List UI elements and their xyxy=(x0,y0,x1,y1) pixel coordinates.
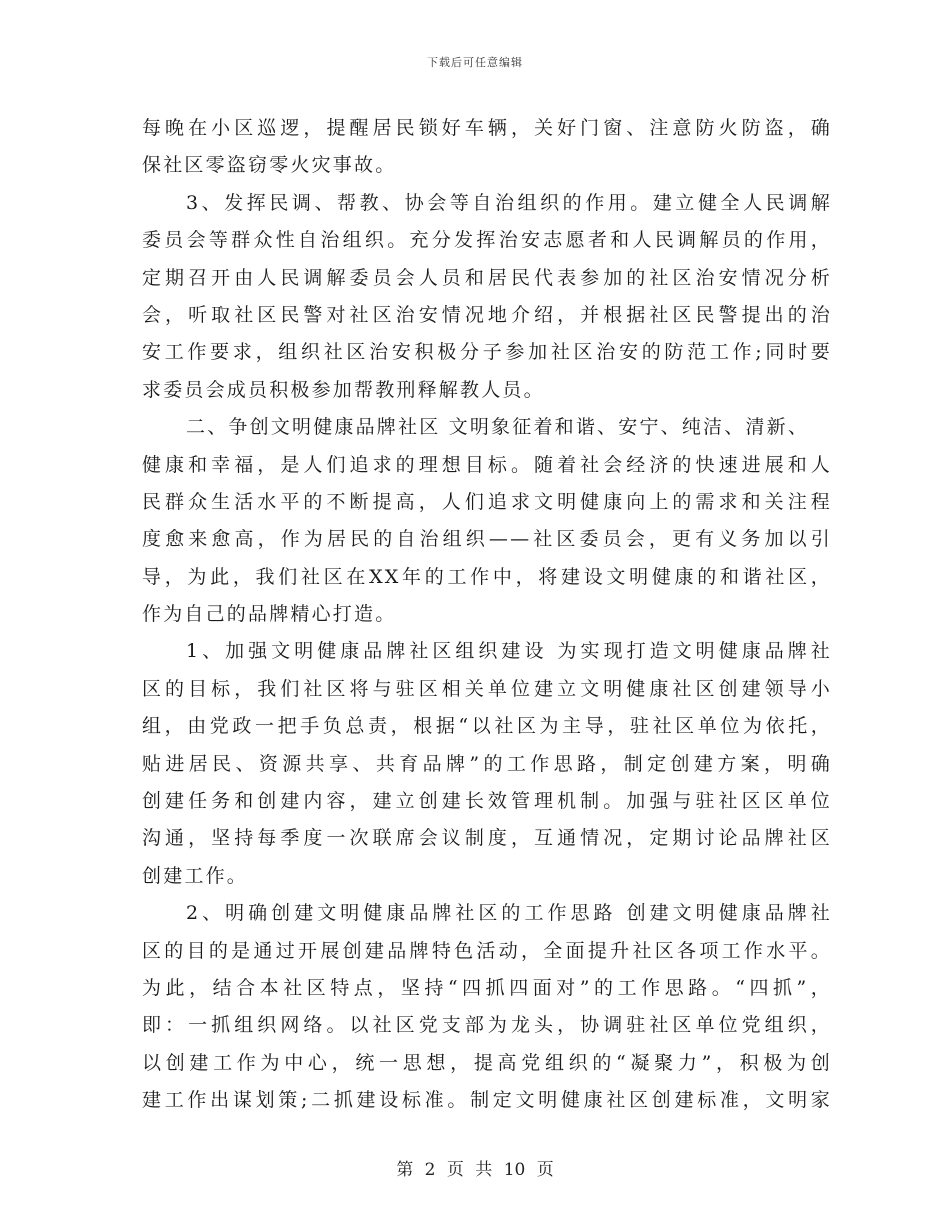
text-line: 导，为此，我们社区在XX年的工作中，将建设文明健康的和谐社区， xyxy=(142,565,832,588)
text-line: 二、争创文明健康品牌社区 文明象征着和谐、安宁、纯洁、清新、 xyxy=(186,416,810,439)
text-line: 健康和幸福，是人们追求的理想目标。随着社会经济的快速进展和人 xyxy=(142,453,832,476)
text-line: 为此，结合本社区特点，坚持“四抓四面对”的工作思路。“四抓”， xyxy=(142,976,832,999)
text-line: 2、明确创建文明健康品牌社区的工作思路 创建文明健康品牌社 xyxy=(186,902,832,925)
text-line: 沟通，坚持每季度一次联席会议制度，互通情况，定期讨论品牌社区 xyxy=(142,827,832,850)
text-line: 每晚在小区巡逻，提醒居民锁好车辆，关好门窗、注意防火防盗，确 xyxy=(142,117,832,139)
text-line: 3、发挥民调、帮教、协会等自治组织的作用。建立健全人民调解 xyxy=(186,191,832,214)
text-line: 民群众生活水平的不断提高，人们追求文明健康向上的需求和关注程 xyxy=(142,490,832,513)
text-line: 区的目的是通过开展创建品牌特色活动，全面提升社区各项工作水平。 xyxy=(142,939,832,962)
page-footer: 第 2 页 共 10 页 xyxy=(396,1160,554,1180)
text-line: 创建任务和创建内容，建立创建长效管理机制。加强与驻社区区单位 xyxy=(142,790,832,813)
text-line: 组，由党政一把手负总责，根据“以社区为主导，驻社区单位为依托， xyxy=(142,715,832,738)
text-line: 1、加强文明健康品牌社区组织建设 为实现打造文明健康品牌社 xyxy=(186,640,832,663)
text-line: 以创建工作为中心，统一思想，提高党组织的“凝聚力”，积极为创 xyxy=(142,1051,832,1074)
document-body xyxy=(142,110,832,1120)
text-line: 区的目标，我们社区将与驻区相关单位建立文明健康社区创建领导小 xyxy=(142,677,832,700)
text-line: 建工作出谋划策;二抓建设标准。制定文明健康社区创建标准，文明家 xyxy=(142,1089,832,1112)
text-line: 即：一抓组织网络。以社区党支部为龙头，协调驻社区单位党组织， xyxy=(142,1014,832,1037)
page-header: 下载后可任意编辑 xyxy=(427,56,523,69)
text-line: 委员会等群众性自治组织。充分发挥治安志愿者和人民调解员的作用， xyxy=(142,229,832,252)
text-line: 安工作要求，组织社区治安积极分子参加社区治安的防范工作;同时要 xyxy=(142,341,832,364)
text-line: 贴进居民、资源共享、共育品牌”的工作思路，制定创建方案，明确 xyxy=(142,752,832,775)
text-line: 保社区零盗窃零火灾事故。 xyxy=(142,154,397,177)
text-line: 创建工作。 xyxy=(142,864,249,887)
text-line: 会，听取社区民警对社区治安情况地介绍，并根据社区民警提出的治 xyxy=(142,303,832,326)
text-line: 求委员会成员积极参加帮教刑释解教人员。 xyxy=(142,378,545,401)
text-line: 度愈来愈高，作为居民的自治组织——社区委员会，更有义务加以引 xyxy=(142,528,832,551)
text-line: 定期召开由人民调解委员会人员和居民代表参加的社区治安情况分析 xyxy=(142,266,832,289)
text-line: 作为自己的品牌精心打造。 xyxy=(142,603,397,626)
